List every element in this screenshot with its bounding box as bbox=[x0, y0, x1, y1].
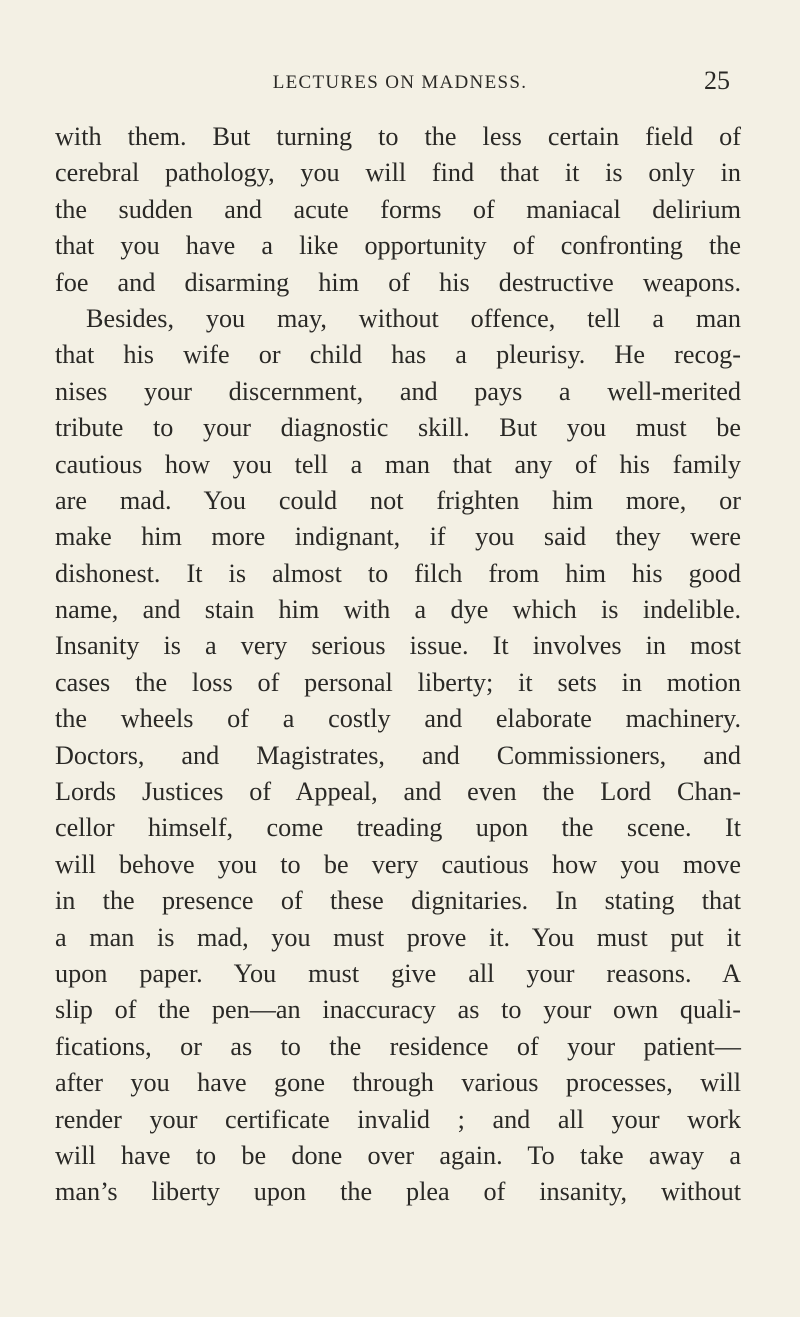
text-line: the wheels of a costly and elaborate machinery. bbox=[55, 704, 741, 734]
text-line: are mad. You could not frighten him more, or bbox=[55, 485, 741, 515]
text-line: dishonest. It is almost to filch from him his good bbox=[55, 558, 741, 588]
text-line: slip of the pen—an inaccuracy as to your own quali- bbox=[55, 995, 741, 1025]
text-line: cerebral pathology, you will find that it is only in bbox=[55, 158, 741, 188]
text-line: will behove you to be very cautious how you move bbox=[55, 849, 741, 879]
text-line: tribute to your diagnostic skill. But you must be bbox=[55, 413, 741, 443]
text-line: cautious how you tell a man that any of his family bbox=[55, 449, 741, 479]
text-line: foe and disarming him of his destructive weapons. bbox=[55, 267, 741, 297]
text-line: make him more indignant, if you said they were bbox=[55, 522, 741, 552]
text-line: with them. But turning to the less certain field of bbox=[55, 122, 741, 151]
text-line: Besides, you may, without offence, tell a man bbox=[86, 303, 741, 333]
text-line: nises your discernment, and pays a well-merited bbox=[55, 376, 741, 406]
text-line: Doctors, and Magistrates, and Commissioners, and bbox=[55, 740, 741, 770]
text-line: that his wife or child has a pleurisy. He recog- bbox=[55, 340, 741, 370]
text-line: upon paper. You must give all your reasons. A bbox=[55, 958, 741, 988]
text-line: a man is mad, you must prove it. You must put it bbox=[55, 922, 741, 952]
text-line: render your certificate invalid ; and all your work bbox=[55, 1104, 741, 1134]
page-number: 25 bbox=[704, 66, 730, 95]
text-line: Insanity is a very serious issue. It involves in most bbox=[55, 631, 741, 661]
text-line: the sudden and acute forms of maniacal delirium bbox=[55, 194, 741, 224]
text-line: cellor himself, come treading upon the scene. It bbox=[55, 813, 741, 843]
running-head bbox=[0, 66, 800, 102]
text-line: after you have gone through various processes, will bbox=[55, 1068, 741, 1098]
body-text bbox=[55, 119, 741, 1211]
text-line: in the presence of these dignitaries. In stating that bbox=[55, 886, 741, 916]
running-title: LECTURES ON MADNESS. bbox=[272, 72, 528, 93]
text-line: name, and stain him with a dye which is indelible. bbox=[55, 595, 741, 625]
text-line: that you have a like opportunity of confronting the bbox=[55, 231, 741, 261]
text-line: man’s liberty upon the plea of insanity, without bbox=[55, 1177, 741, 1207]
text-line: Lords Justices of Appeal, and even the Lord Chan- bbox=[55, 777, 741, 807]
text-line: fications, or as to the residence of your patient— bbox=[55, 1031, 741, 1061]
text-line: will have to be done over again. To take away a bbox=[55, 1140, 741, 1170]
text-line: cases the loss of personal liberty; it sets in motion bbox=[55, 667, 741, 697]
